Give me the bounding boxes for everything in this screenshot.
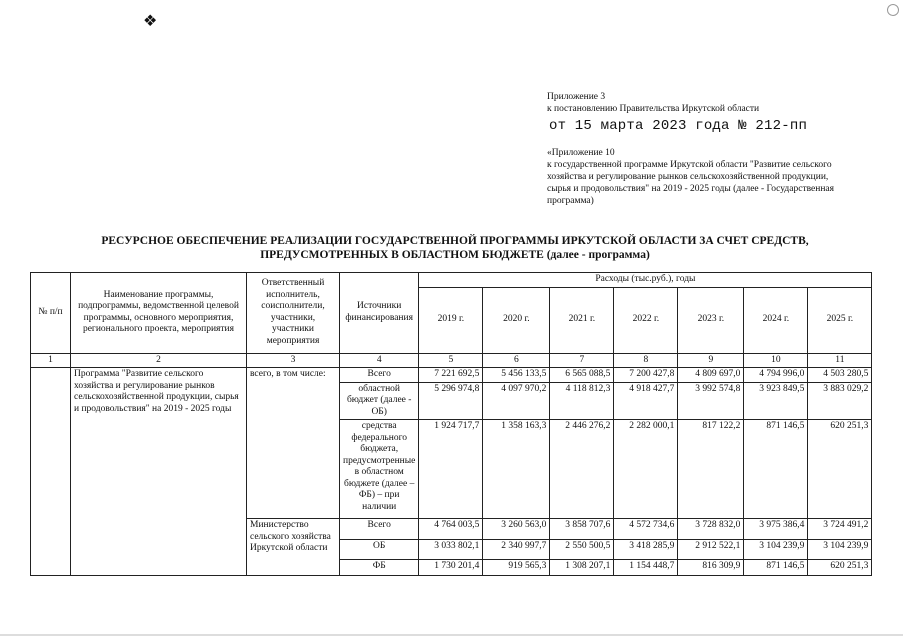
value-cell: 7 200 427,8 [614, 368, 678, 383]
source-cell: Всего [340, 519, 419, 540]
document-title [40, 234, 870, 262]
corner-mark [887, 4, 899, 16]
column-number: 4 [340, 353, 419, 368]
source-cell: ОБ [340, 540, 419, 560]
value-cell: 3 975 386,4 [744, 519, 808, 540]
column-number: 3 [247, 353, 340, 368]
value-cell: 3 033 802,1 [419, 540, 483, 560]
value-cell: 7 221 692,5 [419, 368, 483, 383]
table-row [31, 368, 872, 383]
source-cell: Всего [340, 368, 419, 383]
header-year: 2023 г. [678, 287, 744, 353]
value-cell: 2 446 276,2 [550, 420, 614, 519]
column-number: 10 [744, 353, 808, 368]
value-cell: 1 308 207,1 [550, 560, 614, 576]
value-cell: 5 296 974,8 [419, 382, 483, 420]
value-cell: 4 572 734,6 [614, 519, 678, 540]
column-number: 1 [31, 353, 71, 368]
column-number: 2 [71, 353, 247, 368]
row-num-cell [31, 368, 71, 576]
value-cell: 620 251,3 [808, 420, 872, 519]
value-cell: 871 146,5 [744, 560, 808, 576]
program-name-cell: Программа "Развитие сельского хозяйства и регулирование рынков сельскохозяйственной продукции, сырья и продовольствия" на 2019 - 2025 годы [71, 368, 247, 576]
column-number: 7 [550, 353, 614, 368]
header-year: 2025 г. [808, 287, 872, 353]
header-name: Наименование программы, подпрограммы, ведомственной целевой программы, основного мероприятия, регионального проекта, мероприятия [71, 273, 247, 354]
title-line-2: ПРЕДУСМОТРЕННЫХ В ОБЛАСТНОМ БЮДЖЕТЕ (далее - программа) [260, 249, 650, 261]
column-number: 6 [483, 353, 550, 368]
value-cell: 5 456 133,5 [483, 368, 550, 383]
value-cell: 3 104 239,9 [808, 540, 872, 560]
value-cell: 1 924 717,7 [419, 420, 483, 519]
column-number: 5 [419, 353, 483, 368]
resolution-date-stamp: от 15 марта 2023 года № 212-пп [549, 118, 808, 134]
value-cell: 4 918 427,7 [614, 382, 678, 420]
appendix-10-header [547, 147, 867, 207]
source-cell: средства федерального бюджета, предусмотренные в областном бюджете (далее – ФБ) – при наличии [340, 420, 419, 519]
appendix-3-header [547, 91, 759, 115]
header-year: 2024 г. [744, 287, 808, 353]
value-cell: 4 764 003,5 [419, 519, 483, 540]
value-cell: 4 097 970,2 [483, 382, 550, 420]
appendix-10-line-4: сырья и продовольствия" на 2019 - 2025 годы (далее - Государственная [547, 184, 834, 194]
value-cell: 871 146,5 [744, 420, 808, 519]
appendix-3-line-1: Приложение 3 [547, 92, 606, 102]
value-cell: 816 309,9 [678, 560, 744, 576]
title-line-1: РЕСУРСНОЕ ОБЕСПЕЧЕНИЕ РЕАЛИЗАЦИИ ГОСУДАРСТВЕННОЙ ПРОГРАММЫ ИРКУТСКОЙ ОБЛАСТИ ЗА СЧЕТ СРЕДСТВ, [101, 235, 809, 247]
value-cell: 3 724 491,2 [808, 519, 872, 540]
executor-ministry-cell: Министерство сельского хозяйства Иркутской области [247, 519, 340, 576]
value-cell: 2 550 500,5 [550, 540, 614, 560]
value-cell: 6 565 088,5 [550, 368, 614, 383]
scan-mark-icon: ❖ [143, 13, 158, 30]
header-source: Источники финансирования [340, 273, 419, 354]
value-cell: 2 282 000,1 [614, 420, 678, 519]
value-cell: 3 992 574,8 [678, 382, 744, 420]
executor-total-cell: всего, в том числе: [247, 368, 340, 519]
value-cell: 3 728 832,0 [678, 519, 744, 540]
appendix-10-line-1: «Приложение 10 [547, 148, 615, 158]
value-cell: 2 912 522,1 [678, 540, 744, 560]
value-cell: 3 260 563,0 [483, 519, 550, 540]
value-cell: 1 154 448,7 [614, 560, 678, 576]
value-cell: 4 809 697,0 [678, 368, 744, 383]
value-cell: 4 794 996,0 [744, 368, 808, 383]
value-cell: 3 858 707,6 [550, 519, 614, 540]
column-number: 8 [614, 353, 678, 368]
value-cell: 817 122,2 [678, 420, 744, 519]
appendix-10-line-2: к государственной программе Иркутской области "Развитие сельского [547, 160, 832, 170]
value-cell: 919 565,3 [483, 560, 550, 576]
value-cell: 3 923 849,5 [744, 382, 808, 420]
source-cell: ФБ [340, 560, 419, 576]
value-cell: 3 883 029,2 [808, 382, 872, 420]
value-cell: 620 251,3 [808, 560, 872, 576]
header-year: 2021 г. [550, 287, 614, 353]
appendix-10-line-5: программа) [547, 196, 594, 206]
header-expenses: Расходы (тыс.руб.), годы [419, 273, 872, 288]
header-year: 2020 г. [483, 287, 550, 353]
value-cell: 2 340 997,7 [483, 540, 550, 560]
appendix-10-line-3: хозяйства и регулирование рынков сельскохозяйственной продукции, [547, 172, 829, 182]
column-number: 11 [808, 353, 872, 368]
value-cell: 4 503 280,5 [808, 368, 872, 383]
header-year: 2022 г. [614, 287, 678, 353]
source-cell: областной бюджет (далее - ОБ) [340, 382, 419, 420]
value-cell: 4 118 812,3 [550, 382, 614, 420]
value-cell: 3 104 239,9 [744, 540, 808, 560]
header-num: № п/п [31, 273, 71, 354]
header-executor: Ответственный исполнитель, соисполнители, участники, участники мероприятия [247, 273, 340, 354]
value-cell: 3 418 285,9 [614, 540, 678, 560]
page-bottom-edge [0, 634, 903, 636]
column-numbers-row [31, 353, 872, 368]
appendix-3-line-2: к постановлению Правительства Иркутской области [547, 104, 760, 114]
header-year: 2019 г. [419, 287, 483, 353]
budget-table [30, 272, 872, 576]
value-cell: 1 358 163,3 [483, 420, 550, 519]
column-number: 9 [678, 353, 744, 368]
value-cell: 1 730 201,4 [419, 560, 483, 576]
header-row [31, 273, 872, 288]
